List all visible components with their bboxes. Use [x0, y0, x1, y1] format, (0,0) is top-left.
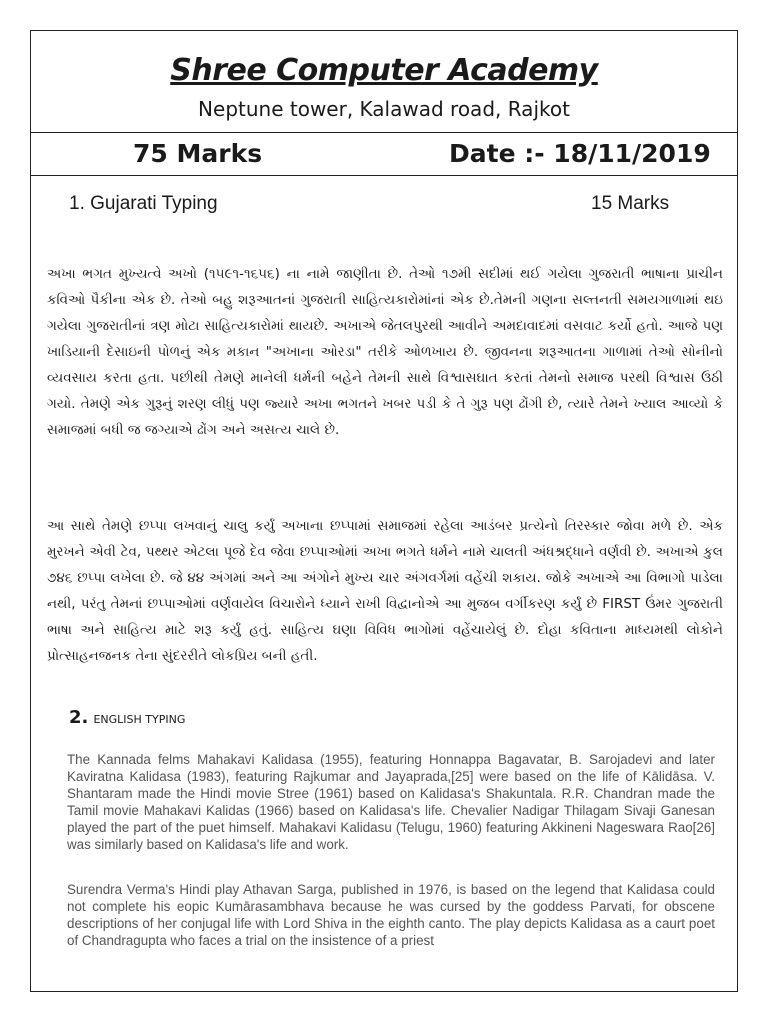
english-paragraph-1: The Kannada felms Mahakavi Kalidasa (1955), featuring Honnappa Bagavatar, B. Sarojadevi and later Kaviratna Kalidasa (1983), featuring Rajkumar and Jayaprada,[25] were based on the life of Kālidāsa. V. Shantaram made the Hindi movie Stree (1961) based on Kalidasa's Shakuntala. R.R. Chandran made the Tamil movie Mahakavi Kalidas (1966) based on Kalidasa's life. Chevalier Nadigar Thilagam Sivaji Ganesan played the part of the puet himself. Mahakavi Kalidasu (Telugu, 1960) featuring Akkineni Nageswara Rao[26] was similarly based on Kalidasa's life and work. [67, 752, 715, 852]
section2-number: 2. [69, 707, 89, 728]
gujarati-paragraph-1: અખા ભગત મુખ્યત્વે અખો (૧૫૯૧-૧૬૫૬) ના નામે જાણીતા છે. તેઓ ૧૭મી સદીમાં થઈ ગયેલા ગુજરાતી ભાષાના પ્રાચીન કવિઓ પૈકીના એક છે. તેઓ બહુ શરૂઆતનાં ગુજરાતી સાહિત્યકારોમાંનાં એક છે.તેમની ગણના સલ્તનતી સમયગાળામાં થઇ ગયેલા ગુજરાતીનાં ત્રણ મોટા સાહિત્યકારોમાં થાયછે. અખાએ જેતલપુરથી આવીને અમદાવાદમાં વસવાટ કર્યો હતો. આજે પણ ખાડિયાની દેસાઇની પોળનું એક મકાન "અખાના ઓરડા" તરીકે ઓળખાય છે. જીવનના શરૂઆતના ગાળામાં તેઓ સોનીનો વ્યવસાય કરતા હતા. પછીથી તેમણે માનેલી ધર્મની બહેને તેમની સાથે વિશ્વાસઘાત કરતાં તેમનો સમાજ પરથી વિશ્વાસ ઉઠી ગયો. તેમણે એક ગુરૂનું શરણ લીધું પણ જ્યારે અખા ભગતને ખબર પડી કે તે ગુરૂ પણ ઢોંગી છે, ત્યારે તેમને ખ્યાલ આવ્યો કે સમાજમાં બધી જ જગ્યાએ ઢોંગ અને અસત્ય ચાલે છે. [47, 266, 723, 438]
section2-heading [69, 707, 185, 728]
divider-bottom [31, 175, 737, 176]
institute-title: Shree Computer Academy [170, 53, 598, 88]
section2-label: ENGLISH TYPING [93, 713, 186, 726]
divider-top [31, 132, 737, 133]
total-marks: 75 Marks [133, 139, 263, 168]
gujarati-paragraph-2: આ સાથે તેમણે છપ્પા લખવાનું ચાલુ કર્યું અખાના છપ્પામાં સમાજમાં રહેલા આડંબર પ્રત્યેનો તિરસ્કાર જોવા મળે છે. એક મુરખને એવી ટેવ, પથ્થર એટલા પૂજે દેવ જેવા છપ્પાઓમાં અખા ભગતે ધર્મને નામે ચાલતી અંધશ્રદ્ધાને વર્ણવી છે. અખાએ કુલ ૭૪૬ છપ્પા લખેલા છે. જે ૪૪ અંગમાં અને આ અંગોને મુખ્ય ચાર અંગવર્ગમાં વહેંચી શકાય. જોકે અખાએ આ વિભાગો પાડેલા નથી, પરંતુ તેમનાં છપ્પાઓમાં વર્ણવાયેલ વિચારોને ધ્યાને રાખી વિદ્વાનોએ આ મુજબ વર્ગીકરણ કર્યું છે FIRST ઉંમર ગુજરાતી ભાષા અને સાહિત્ય માટે શરૂ કર્યું હતું. સાહિત્ય ઘણા વિવિધ ભાગોમાં વહેંચાયેલું છે. દોહા કવિતાના માધ્યમથી લોકોને પ્રોત્સાહનજનક તેના સુંદરરીતે લોકપ્રિય બની હતી. [47, 518, 723, 664]
english-paragraph-2: Surendra Verma's Hindi play Athavan Sarga, published in 1976, is based on the legend that Kalidasa could not complete his eopic Kumārasambhava because he was cursed by the goddess Parvati, for obscene descriptions of her conjugal life with Lord Shiva in the eighth canto. The play depicts Kalidasa as a caurt poet of Chandragupta who faces a trial on the insistence of a priest [67, 882, 715, 948]
section1-marks: 15 Marks [591, 193, 670, 214]
institute-address: Neptune tower, Kalawad road, Rajkot [198, 97, 570, 121]
exam-sheet [30, 30, 738, 992]
section1-heading: 1. Gujarati Typing [69, 193, 218, 214]
exam-date: Date :- 18/11/2019 [449, 139, 711, 168]
